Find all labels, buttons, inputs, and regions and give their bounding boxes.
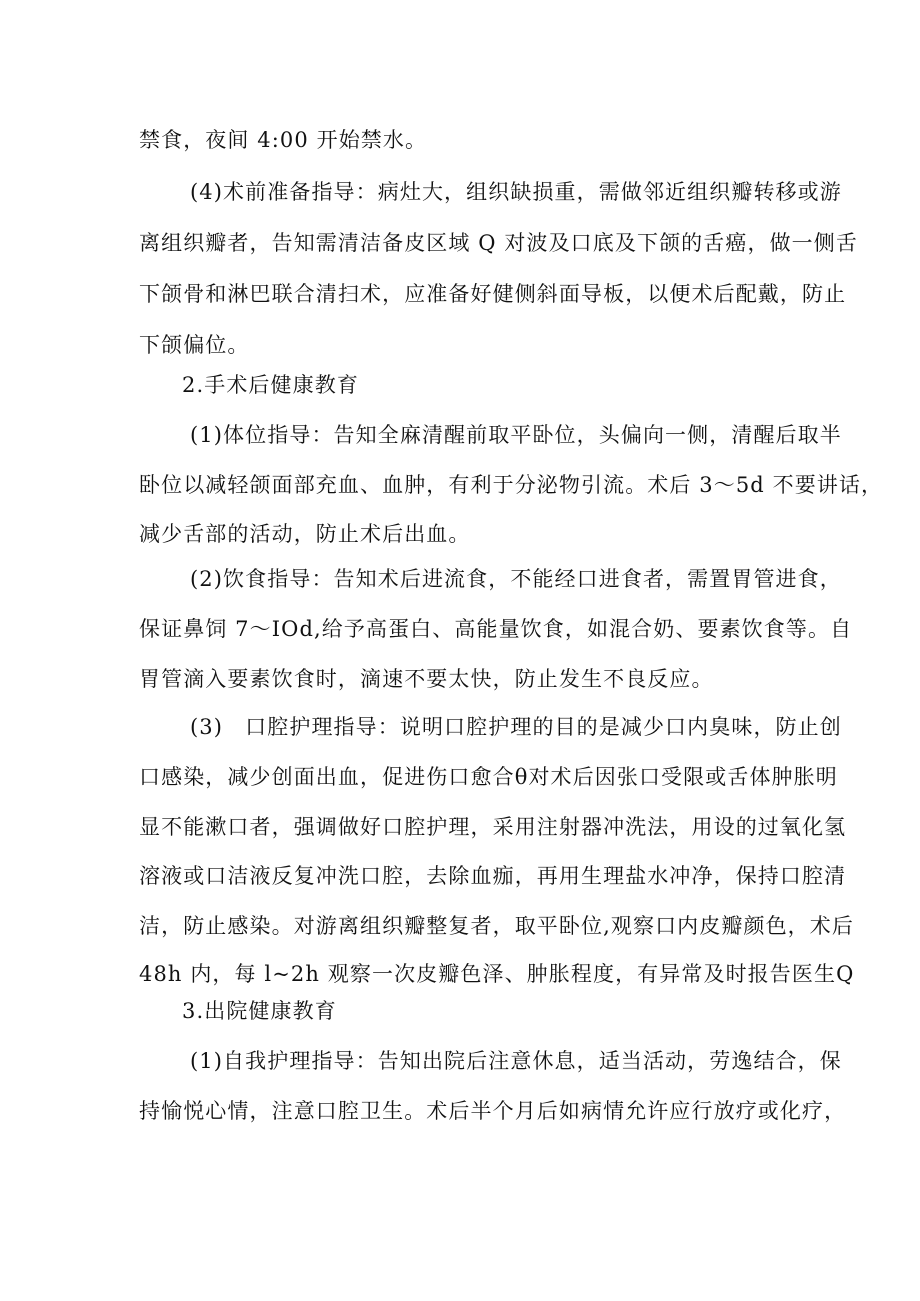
text-line-10: (2)饮食指导：告知术后进流食，不能经口进食者，需置胃管进食， bbox=[190, 567, 842, 591]
text-line-21: 持愉悦心情，注意口腔卫生。术后半个月后如病情允许应行放疗或化疗， bbox=[139, 1099, 847, 1123]
text-line-18: 48h 内，每 l~2h 观察一次皮瓣色泽、肿胀程度，有异常及时报告医生Q bbox=[139, 962, 855, 986]
text-line-13: (3) 口腔护理指导：说明口腔护理的目的是减少口内臭味，防止创 bbox=[190, 715, 842, 739]
text-line-17: 洁，防止感染。对游离组织瓣整复者，取平卧位,观察口内皮瓣颜色，术后 bbox=[139, 914, 854, 938]
text-line-3: 离组织瓣者，告知需清洁备皮区域 Q 对波及口底及下颌的舌癌，做一侧舌 bbox=[139, 231, 858, 255]
section-heading-postoperative: 2.手术后健康教育 bbox=[182, 373, 359, 397]
text-line-9: 减少舌部的活动，防止术后出血。 bbox=[139, 522, 471, 546]
text-line-4: 下颌骨和淋巴联合清扫术，应准备好健侧斜面导板，以便术后配戴，防止 bbox=[139, 282, 847, 306]
text-line-15: 显不能漱口者，强调做好口腔护理，采用注射器冲洗法，用设的过氧化氢 bbox=[139, 815, 847, 839]
text-line-12: 胃管滴入要素饮食时，滴速不要太快，防止发生不良反应。 bbox=[139, 667, 714, 691]
text-line-1: 禁食，夜间 4:00 开始禁水。 bbox=[139, 128, 428, 152]
text-line-2: (4)术前准备指导：病灶大，组织缺损重，需做邻近组织瓣转移或游 bbox=[190, 180, 842, 204]
text-line-5: 下颌偏位。 bbox=[139, 333, 250, 357]
text-line-11: 保证鼻饲 7～IOd,给予高蛋白、高能量饮食，如混合奶、要素饮食等。自 bbox=[139, 617, 853, 641]
text-line-7: (1)体位指导：告知全麻清醒前取平卧位，头偏向一侧，清醒后取半 bbox=[190, 423, 842, 447]
text-line-14: 口感染，减少创面出血，促进伤口愈合θ对术后因张口受限或舌体肿胀明 bbox=[139, 765, 838, 789]
section-heading-discharge: 3.出院健康教育 bbox=[182, 999, 337, 1023]
text-line-20: (1)自我护理指导：告知出院后注意休息，适当活动，劳逸结合，保 bbox=[190, 1049, 842, 1073]
text-line-16: 溶液或口洁液反复冲洗口腔，去除血痂，再用生理盐水冲净，保持口腔清 bbox=[139, 864, 847, 888]
text-line-8: 卧位以减轻颌面部充血、血肿，有利于分泌物引流。术后 3～5d 不要讲话， bbox=[139, 473, 884, 497]
